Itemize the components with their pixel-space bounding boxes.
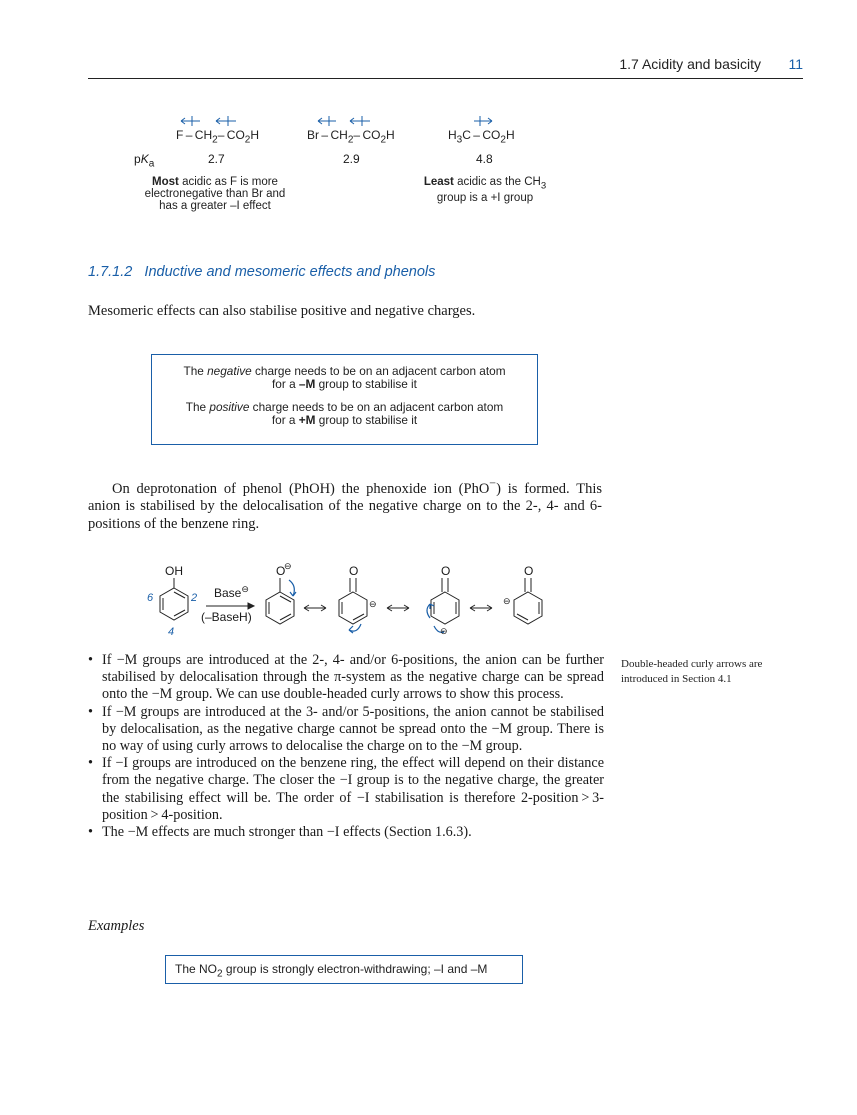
bullet-list: [88, 652, 604, 841]
o-label: O: [441, 564, 451, 578]
bullet-item: • If −M groups are introduced at the 2-, 4- and/or 6-positions, the anion can be further stabilised by delocalisation through the π-system as the negative charge can be spread onto the −M group. We can use double-headed curly arrows to show this process.: [88, 652, 604, 704]
molecule-fluoroacetic-acid: F – $CH_2-$ $CO_2H$: [176, 128, 260, 146]
pos-label: 6: [147, 592, 154, 604]
base-h-label: (–BaseH): [201, 610, 252, 624]
pos-label: 4: [168, 626, 175, 638]
oh-label: OH: [165, 564, 183, 578]
negative-charge-icon: ⊖: [503, 596, 511, 606]
bullet-item: • The −M effects are much stronger than −I effects (Section 1.6.3).: [88, 824, 604, 841]
bullet-item: • If −I groups are introduced on the benzene ring, the effect will depend on their distance from the negative charge. The closer the −I group is to the negative charge, the greater the stabilising effect will be. The order of −I stabilisation is therefore 2-position > 3-position > 4-position.: [88, 755, 604, 824]
running-head-title: 1.7 Acidity and basicity: [619, 56, 761, 72]
o-label: O: [349, 564, 359, 578]
examples-box-text: The $NO_2$ group is strongly electron-withdrawing; –I and –M: [175, 962, 488, 980]
rule-line: for a +M group to stabilise it: [271, 412, 418, 427]
margin-note: Double-headed curly arrows are introduced in Section 4.1: [621, 658, 763, 685]
running-head: [88, 56, 803, 79]
negative-charge-icon: ⊖: [284, 561, 292, 571]
rule-box: [151, 354, 538, 445]
molecule-acetic-acid: $H_3C - CO_2H$: [448, 128, 515, 146]
section-heading: 1.7.1.2 Inductive and mesomeric effects and phenols: [88, 264, 436, 280]
resonance-structures: [0, 560, 857, 645]
rule-line: The positive charge needs to be on an adjacent carbon atom: [185, 400, 504, 414]
bullet-item: • If −M groups are introduced at the 3- and/or 5-positions, the anion cannot be stabilised by delocalisation, as the negative charge cannot be spread onto the −M group. There is no way of using curly arrows to delocalise the charge on to the −M group.: [88, 704, 604, 756]
intro-paragraph: Mesomeric effects can also stabilise positive and negative charges.: [88, 303, 476, 319]
pka-value: 4.8: [476, 152, 493, 166]
phenol-paragraph: On deprotonation of phenol (PhOH) the phenoxide ion (PhO−) is formed. This anion is stabilised by the delocalisation of the negative charge on to the 2-, 4- and 6-positions of the benzene ring.: [88, 476, 602, 532]
note-most-acidic: Most acidic as F is more electronegative than Br and has a greater –I effect: [144, 176, 286, 212]
base-label: Base⊖: [214, 584, 249, 600]
note-least-acidic: Least acidic as the $CH_3$ group is a +I group: [423, 176, 547, 205]
pka-value: 2.9: [343, 152, 360, 166]
molecule-bromoacetic-acid: Br – $CH_2-$ $CO_2H$: [307, 128, 395, 146]
phenoxide-resonance-scheme: [0, 560, 857, 645]
o-label: O: [276, 564, 286, 578]
pka-label: $pK_a$: [134, 152, 155, 170]
negative-charge-icon: ⊖: [440, 626, 448, 636]
o-label: O: [524, 564, 534, 578]
dipole-arrows: [0, 105, 857, 245]
rule-line: The negative charge needs to be on an adjacent carbon atom: [183, 364, 506, 378]
examples-label: Examples: [88, 918, 145, 934]
examples-box: [165, 955, 523, 984]
rule-line: for a –M group to stabilise it: [272, 376, 417, 391]
pos-label: 2: [191, 592, 198, 604]
pka-value: 2.7: [208, 152, 225, 166]
page-number: 11: [788, 56, 803, 72]
negative-charge-icon: ⊖: [369, 599, 377, 609]
